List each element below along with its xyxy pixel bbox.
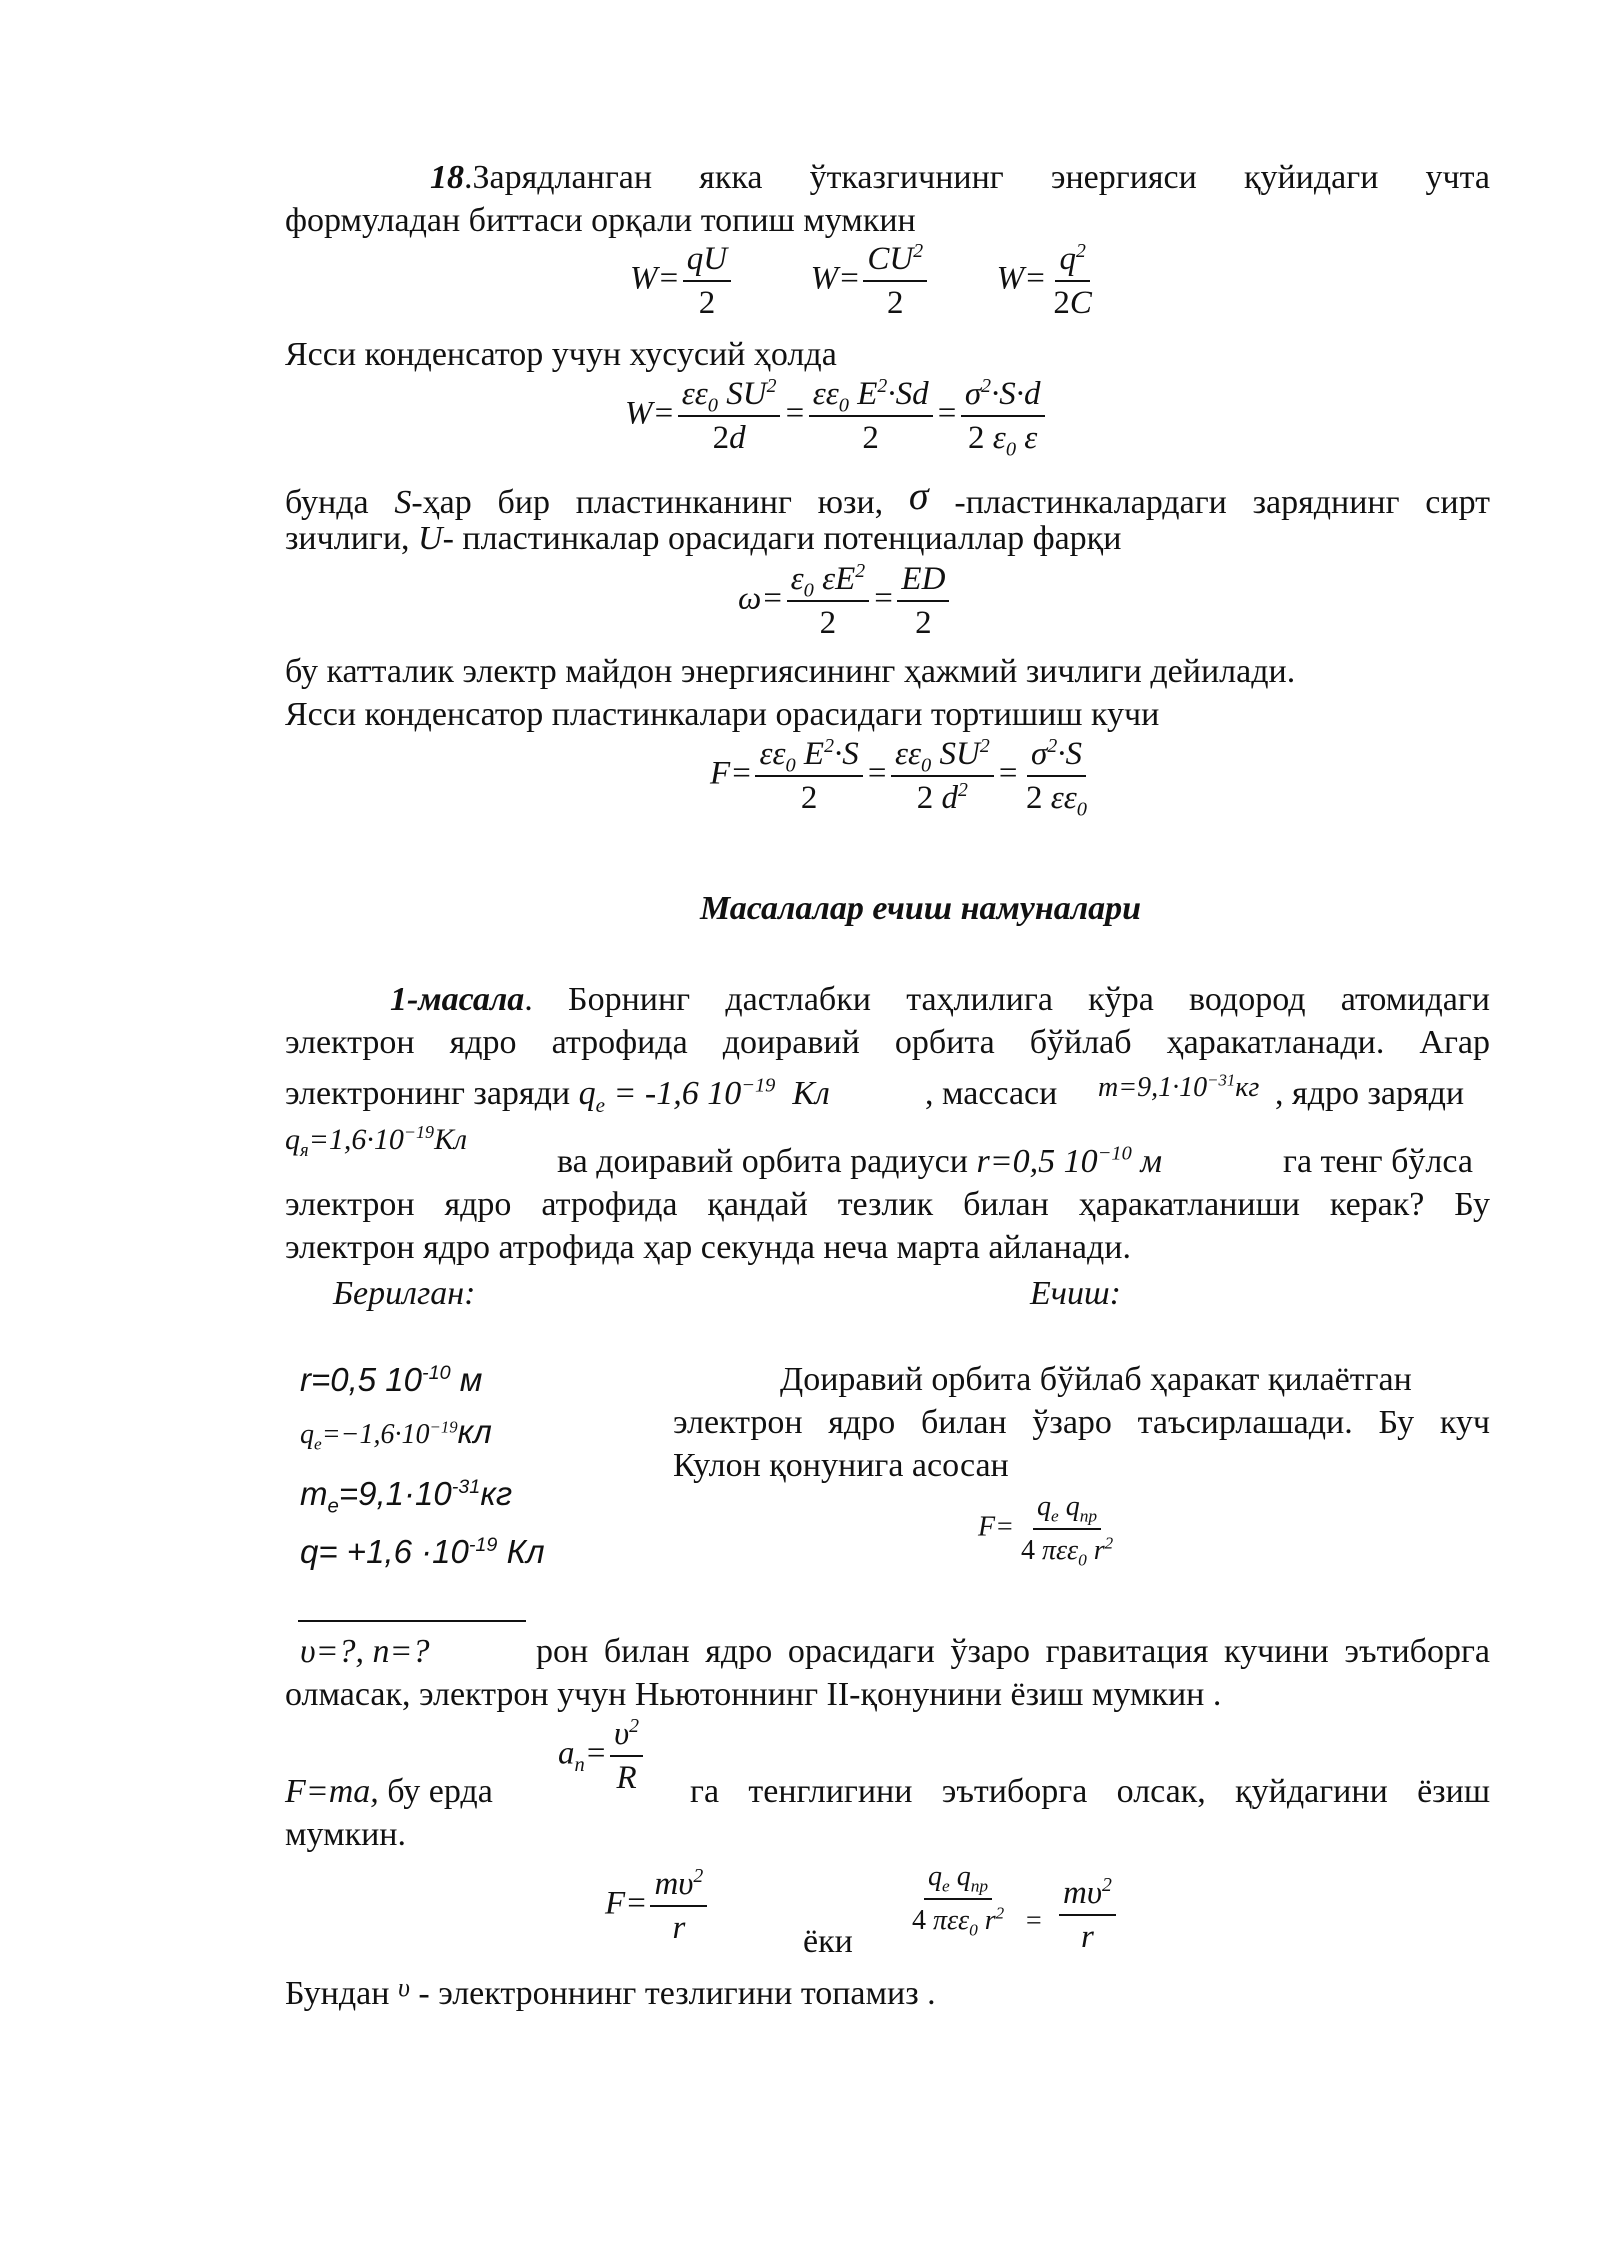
solution-label: Ечиш:: [1030, 1275, 1121, 1312]
given-nucleus-charge: $q= +1,6 \cdot 10^{-19}$ Кл: [300, 1533, 545, 1570]
problem-line-2: электрон ядро атрофида доиравий орбита бўйлаб ҳаракатланади. Агар: [285, 1024, 1490, 1061]
formula-centripetal: $a_n=$ $\frac{\upsilon^2}{R}$: [558, 1715, 646, 1797]
given-radius: r=0,5 $10^{-10}$ м: [300, 1361, 483, 1398]
formula-coulomb: F= $\frac{q_e q_{пр}}{4 \pi\varepsilon\varepsilon_0 r^2}$: [978, 1488, 1120, 1570]
problem-line-6: электрон ядро атрофида ҳар секунда неча марта айланади.: [285, 1229, 1131, 1266]
problem-label: 1-масала: [390, 981, 525, 1018]
solution-line-1: Доиравий орбита бўйлаб ҳаракат қилаётган: [780, 1361, 1412, 1398]
intro-line-2: формуладан биттаси орқали топиш мумкин: [285, 202, 916, 239]
gravity-line-1: рон билан ядро орасидаги ўзаро гравитация кучини эътиборга: [536, 1633, 1490, 1670]
flat-capacitor-caption: Ясси конденсатор учун хусусий ҳолда: [285, 336, 837, 373]
formula-newton: F= $\frac{m\upsilon^2}{r}$: [605, 1865, 710, 1947]
problem-line-3-end: , ядро заряди: [1275, 1075, 1465, 1112]
find-unknowns: υ=?, n=?: [300, 1633, 430, 1670]
given-electron-mass: $m_e=9,1\cdot 10^{-31}кг$: [300, 1475, 513, 1518]
final-line: Бундан $^\upsilon$ - электроннинг тезлигини топамиз .: [285, 1973, 936, 2012]
where-line-2: зичлиги, U- пластинкалар орасидаги потенциаллар фарқи: [285, 520, 1122, 557]
problem-line-3-mass-value: $m=9,1\cdot 10^{-31}кг$: [1098, 1070, 1260, 1103]
problem-line-3: электронинг заряди $q_e = -1,6$ $10^{-19}$ Кл: [285, 1074, 830, 1117]
section-heading: Масалалар ечиш намуналари: [700, 890, 1142, 927]
sigma-symbol: σ: [908, 473, 929, 518]
where-line-1: бунда S-ҳар бир пластинканинг юзи, σ -пластинкалардаги заряднинг сирт: [285, 473, 1490, 521]
fma-line-end: га тенглигини эътиборга олсак, қуйдагини ёзиш: [690, 1773, 1490, 1810]
problem-line-4-end: га тенг бўлса: [1283, 1143, 1473, 1180]
force-caption: Ясси конденсатор пластинкалари орасидаги тортишиш кучи: [285, 696, 1160, 733]
intro-line-1: 18.Зарядланган якка ўтказгичнинг энергияси қуйидаги учта: [430, 159, 1490, 196]
problem-line-5: электрон ядро атрофида қандай тезлик билан ҳаракатланиши керак? Бу: [285, 1186, 1490, 1223]
problem-line-1: 1-масала. Борнинг дастлабки таҳлилига кўра водород атомидаги: [390, 981, 1490, 1018]
given-electron-charge: $q_e=-1,6\cdot 10^{-19}кл$: [300, 1413, 492, 1454]
given-divider: [298, 1620, 526, 1622]
problem-line-4: ва доиравий орбита радиуси r=0,5 $10^{-10}$ м: [557, 1142, 1163, 1180]
problem-line-3-mass: , массаси: [925, 1075, 1058, 1112]
formula-energy-three: W= $\frac{qU}{2}$ W= $\frac{CU^2}{2}$ W= $\frac{q^2}{2C}$: [630, 240, 1092, 321]
formula-equality: $\frac{q_e q_{пр}}{4 \pi\varepsilon\varepsilon_0 r^2}$ = $\frac{m\upsilon^2}{r}$: [905, 1858, 1119, 1956]
fma-line: F=ma, бу ерда: [285, 1773, 493, 1810]
problem-line-4-charge: $q_я=1,6\cdot 10^{-19}Кл$: [285, 1122, 468, 1161]
section-number: 18: [430, 159, 464, 196]
formula-force: F= $\frac{\varepsilon\varepsilon_0 E^2\cdot S}{2}$ = $\frac{\varepsilon\varepsilon_0 SU^2}{2 d^2}$ = $\frac{\sigma^2\cdot S}{2 \varepsilon\varepsilon_0}$: [710, 735, 1087, 821]
given-label: Берилган:: [333, 1275, 476, 1312]
formula-energy-capacitor: W= $\frac{\varepsilon\varepsilon_0 SU^2}{2d}$ = $\frac{\varepsilon\varepsilon_0 E^2\cdot Sd}{2}$ = $\frac{\sigma^2\cdot S\cdot d}{2 \varepsilon_0 \varepsilon}$: [625, 375, 1048, 457]
density-caption: бу катталик электр майдон энергиясининг ҳажмий зичлиги дейилади.: [285, 653, 1296, 690]
solution-line-3: Кулон қонунига асосан: [673, 1447, 1009, 1484]
gravity-line-2: олмасак, электрон учун Ньютоннинг II-қонунини ёзиш мумкин .: [285, 1676, 1222, 1713]
or-word: ёки: [803, 1923, 853, 1960]
fma-line-2: мумкин.: [285, 1816, 406, 1853]
solution-line-2: электрон ядро билан ўзаро таъсирлашади. Бу куч: [673, 1404, 1490, 1441]
formula-energy-density: ω= $\frac{\varepsilon_0 \varepsilon E^2}{2}$ = $\frac{ED}{2}$: [738, 560, 952, 642]
